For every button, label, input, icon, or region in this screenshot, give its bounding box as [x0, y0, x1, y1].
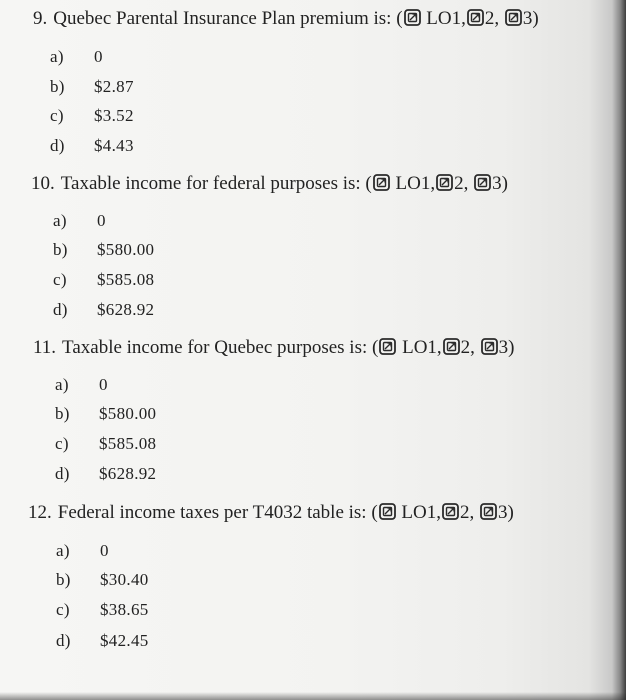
option-letter: a) [55, 375, 69, 394]
option-letter: c) [56, 600, 70, 619]
question-number: 10. [31, 173, 55, 194]
option-value: $3.52 [94, 106, 134, 125]
question-11 [33, 337, 515, 359]
lo1-label: LO1, [402, 337, 442, 358]
option-c [53, 270, 154, 290]
question-text: Taxable income for Quebec purposes is: [62, 337, 368, 358]
option-c [50, 106, 134, 126]
option-a [56, 541, 109, 561]
lo-open: ( [371, 502, 378, 523]
lo-open: ( [372, 337, 379, 358]
option-letter: c) [55, 434, 69, 453]
learning-objective-link-icon[interactable] [379, 503, 396, 520]
lo1-label: LO1, [401, 502, 441, 523]
option-b [53, 240, 154, 260]
option-value: $4.43 [94, 136, 134, 155]
option-a [50, 47, 103, 67]
lo1-label: LO1, [395, 173, 436, 194]
question-number: 12. [28, 502, 52, 523]
option-letter: d) [55, 464, 70, 483]
option-b [56, 570, 149, 590]
lo2-label: 2, [484, 8, 500, 29]
learning-objective-link-icon[interactable] [436, 174, 453, 191]
option-value: $38.65 [100, 600, 149, 619]
option-c [56, 600, 149, 620]
lo-open: ( [396, 8, 403, 29]
option-value: 0 [99, 375, 108, 394]
option-letter: d) [50, 136, 65, 155]
learning-objective-link-icon[interactable] [481, 338, 498, 355]
option-d [55, 464, 156, 484]
option-letter: c) [53, 270, 67, 289]
lo3-label: 3) [498, 337, 515, 358]
option-value: 0 [100, 541, 109, 560]
question-text: Taxable income for federal purposes is: [60, 173, 361, 194]
option-letter: c) [50, 106, 64, 125]
learning-objective-link-icon[interactable] [474, 174, 491, 191]
option-d [56, 631, 149, 651]
option-b [55, 404, 156, 424]
option-letter: b) [56, 570, 71, 589]
option-letter: b) [53, 240, 68, 259]
learning-objective-link-icon[interactable] [480, 503, 497, 520]
option-value: $2.87 [94, 77, 134, 96]
question-12 [28, 502, 514, 524]
option-value: $580.00 [99, 404, 157, 423]
question-9 [33, 8, 539, 30]
option-value: $42.45 [100, 631, 149, 650]
option-letter: d) [53, 300, 68, 319]
option-letter: b) [50, 77, 65, 96]
question-text: Quebec Parental Insurance Plan premium is: [53, 8, 392, 29]
option-value: $628.92 [97, 300, 155, 319]
page-bottom-shadow [0, 692, 626, 700]
question-number: 11. [33, 337, 57, 358]
option-value: $580.00 [97, 240, 155, 259]
option-value: 0 [97, 211, 106, 230]
option-value: $585.08 [97, 270, 155, 289]
page-edge-shadow [612, 0, 626, 700]
option-a [55, 375, 108, 395]
lo2-label: 2, [460, 502, 475, 523]
question-text: Federal income taxes per T4032 table is: [57, 502, 367, 523]
question-10 [31, 173, 508, 195]
option-value: $30.40 [100, 570, 149, 589]
option-letter: a) [50, 47, 64, 66]
learning-objective-link-icon[interactable] [505, 9, 522, 26]
lo1-label: LO1, [426, 8, 466, 29]
option-letter: a) [56, 541, 70, 560]
option-letter: d) [56, 631, 71, 650]
option-letter: b) [55, 404, 70, 423]
learning-objective-link-icon[interactable] [443, 338, 460, 355]
option-b [50, 77, 134, 97]
learning-objective-link-icon[interactable] [379, 338, 396, 355]
option-value: 0 [94, 47, 103, 66]
option-d [50, 136, 134, 156]
option-a [53, 211, 106, 231]
learning-objective-link-icon[interactable] [442, 503, 459, 520]
question-number: 9. [33, 8, 48, 29]
option-value: $628.92 [99, 464, 157, 483]
learning-objective-link-icon[interactable] [467, 9, 484, 26]
option-d [53, 300, 154, 320]
option-letter: a) [53, 211, 67, 230]
lo2-label: 2, [454, 173, 469, 194]
lo2-label: 2, [460, 337, 475, 358]
learning-objective-link-icon[interactable] [373, 174, 390, 191]
option-c [55, 434, 156, 454]
lo-open: ( [365, 173, 372, 194]
learning-objective-link-icon[interactable] [404, 9, 421, 26]
lo3-label: 3) [498, 502, 514, 523]
lo3-label: 3) [522, 8, 539, 29]
lo3-label: 3) [492, 173, 508, 194]
option-value: $585.08 [99, 434, 157, 453]
